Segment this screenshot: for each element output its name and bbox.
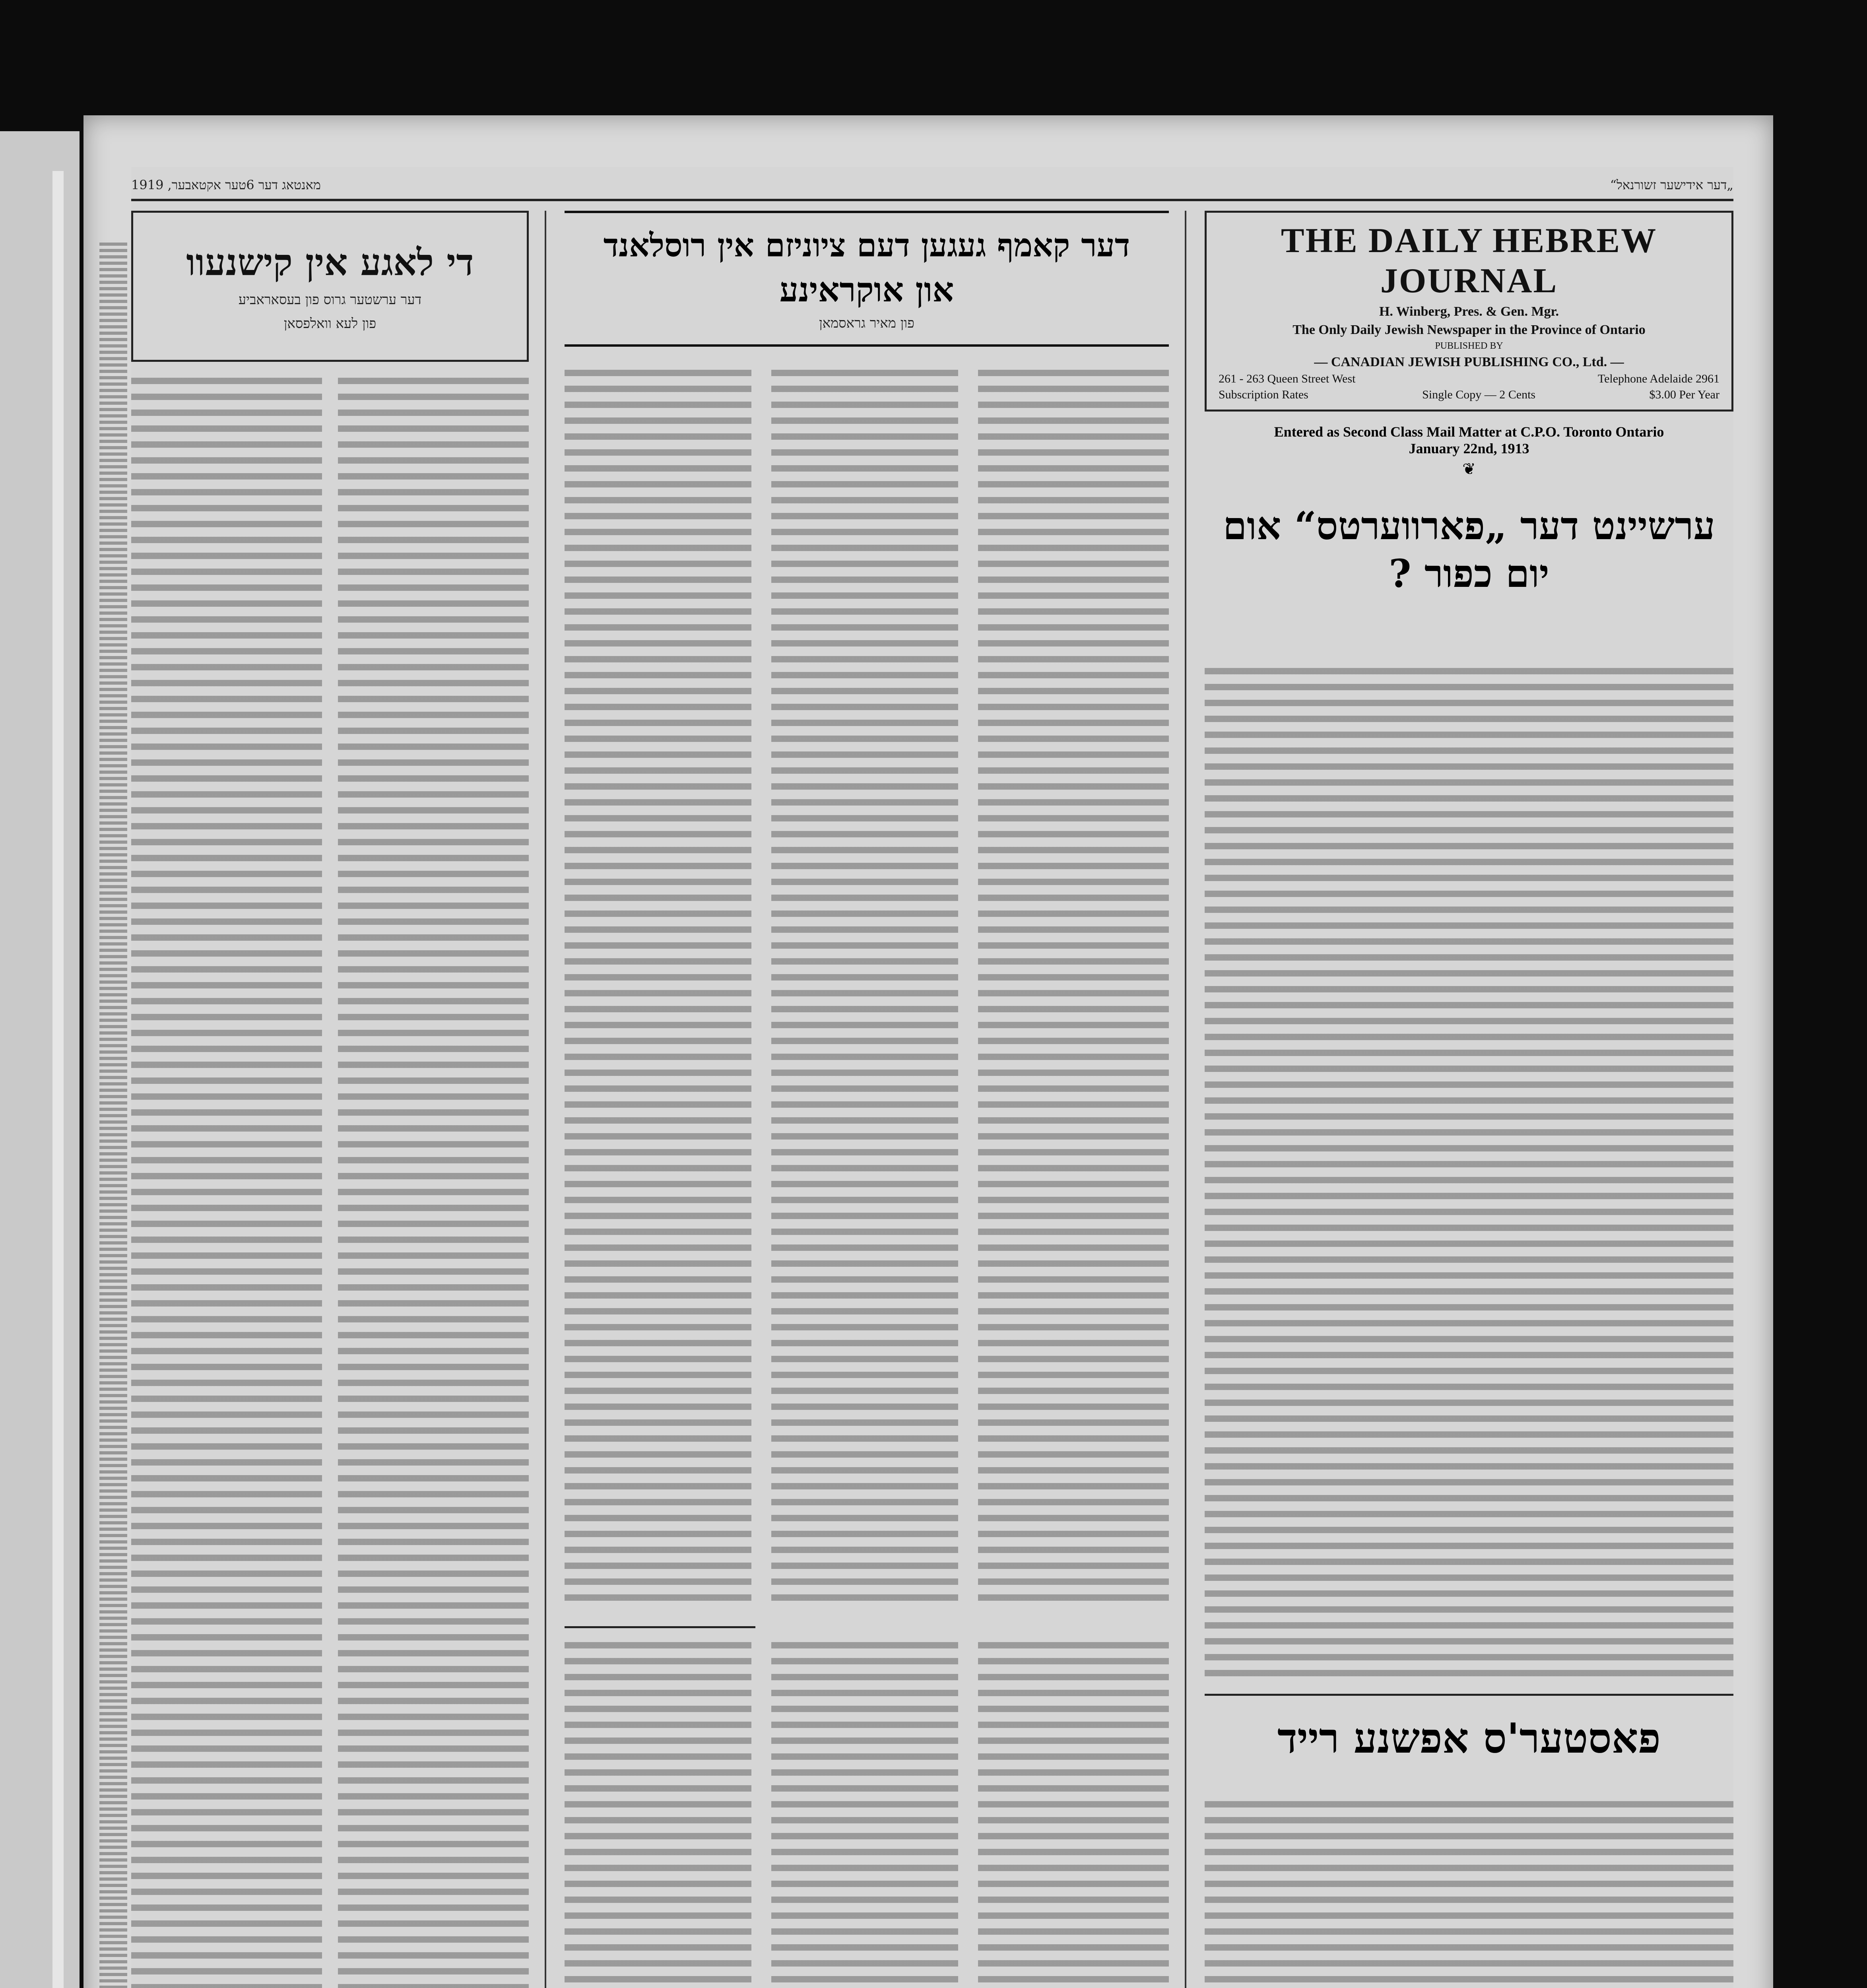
mail-entry-line-2: January 22nd, 1913 [1409, 441, 1529, 456]
newspaper-page [83, 115, 1773, 1988]
page-content [131, 167, 1733, 1988]
masthead-subscription: Subscription Rates [1219, 388, 1308, 401]
header-date: מאנטאג דער 6טער אקטאבער, 1919 [131, 177, 321, 192]
previous-page-edge [0, 131, 80, 1988]
header-masthead-name: „דער אידישער זשורנאל“ [1610, 177, 1733, 192]
column-rule-2 [1185, 211, 1186, 1988]
middle-text-col-3-lower [978, 1642, 1169, 1988]
right-column [1205, 211, 1733, 1988]
left-column [131, 211, 529, 1988]
mail-entry-line-1: Entered as Second Class Mail Matter at C.P.O. Toronto Ontario [1274, 424, 1664, 440]
middle-column [565, 211, 1169, 1988]
header-rule [131, 199, 1733, 201]
middle-text-col-2 [771, 370, 958, 1602]
ornament-divider-icon: ❦ [1462, 460, 1476, 478]
masthead-tagline: The Only Daily Jewish Newspaper in the Province of Ontario [1293, 322, 1646, 337]
middle-text-col-1 [565, 370, 751, 1602]
masthead-single-copy: Single Copy — 2 Cents [1422, 388, 1536, 401]
middle-article-byline: פון מאיר גראסמאן [819, 315, 914, 331]
right-second-headline: פאסטער'ס אפשנע רייד [1277, 1714, 1661, 1763]
middle-text-col-1-lower [565, 1642, 751, 1988]
masthead-box [1205, 211, 1733, 412]
right-article-headline: ערשיינט דער „פארווערטס“ אום יום כפור ? [1223, 503, 1715, 596]
right-second-article-text [1205, 1801, 1733, 1988]
middle-article-headline-2: און אוקראינע [779, 270, 954, 309]
left-article-headline: די לאגע אין קישנעוו [186, 241, 474, 284]
middle-article-headline: דער קאמף געגען דעם ציוניזם אין רוסלאנד [603, 226, 1130, 264]
masthead-title: THE DAILY HEBREW JOURNAL [1281, 221, 1657, 300]
masthead-telephone: Telephone Adelaide 2961 [1597, 372, 1720, 385]
right-rule [1205, 1694, 1733, 1696]
column-rule-1 [545, 211, 546, 1988]
middle-text-col-3 [978, 370, 1169, 1602]
masthead-publisher: H. Winberg, Pres. & Gen. Mgr. [1379, 304, 1559, 319]
masthead-address-row [1219, 372, 1720, 386]
right-article-text [1205, 668, 1733, 1686]
left-article-byline: פון לעא וואלפסאן [283, 316, 377, 332]
left-article-text-col-1 [131, 378, 322, 1988]
left-article-text-col-2 [338, 378, 529, 1988]
middle-rule-lower [565, 1626, 755, 1628]
masthead-company: — CANADIAN JEWISH PUBLISHING CO., Ltd. — [1314, 355, 1624, 369]
mail-entry-notice [1205, 423, 1733, 457]
page-header [131, 175, 1733, 195]
left-article-heading [131, 211, 529, 362]
middle-text-col-2-lower [771, 1642, 958, 1988]
masthead-address: 261 - 263 Queen Street West [1219, 372, 1356, 385]
middle-article-heading [565, 211, 1169, 347]
masthead-per-year: $3.00 Per Year [1649, 388, 1720, 401]
masthead-rates-row [1219, 388, 1720, 402]
masthead-published-by: PUBLISHED BY [1435, 341, 1503, 351]
page-border-ornament [99, 243, 127, 1988]
left-article-subhead: דער ערשטער גרוס פון בעסאראביע [238, 292, 422, 308]
